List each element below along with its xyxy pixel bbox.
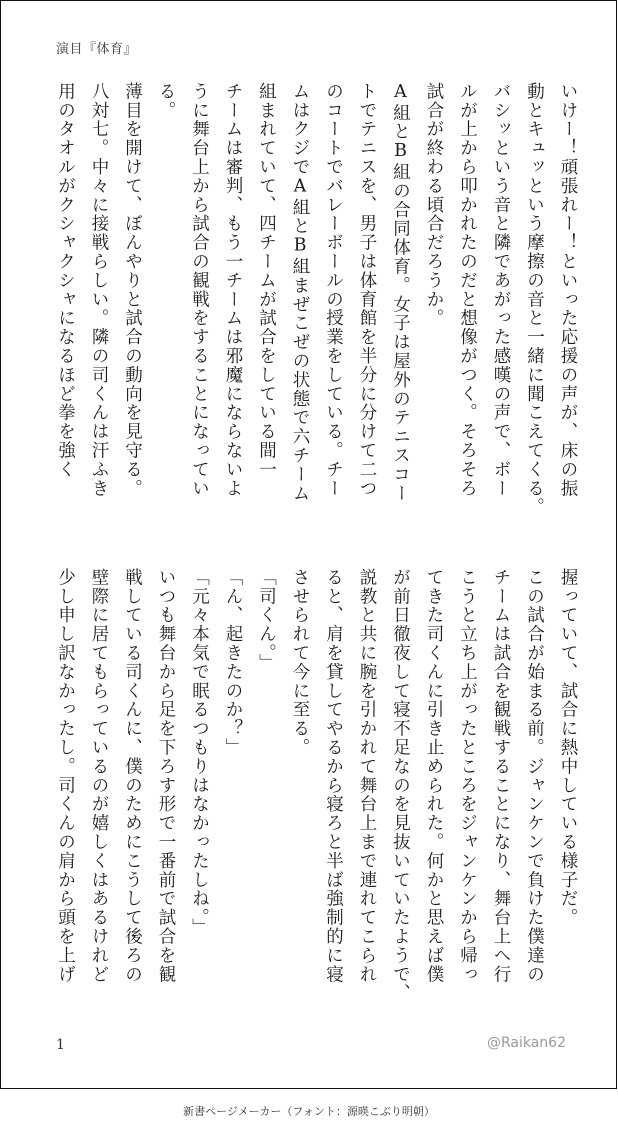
text-line: のコートでバレーボールの授業をしている。チー [323,82,344,498]
text-line: ムはクジでA組とB組まぜこぜの状態で六チーム [290,82,310,503]
page-number: 1 [56,1037,65,1053]
text-line: トでテニスを、男子は体育館を半分に分けて二つ [357,82,377,498]
text-line: バシッという音と隣であがった感嘆の声で、ボー [491,82,511,498]
text-line: ると、肩を貸してやるから寝ろと半ば強制的に寝 [323,568,344,984]
text-line: A組とB組の合同体育。女子は屋外のテニスコー [390,82,411,503]
text-line: 「ん、起きたのか？」 [223,568,243,757]
text-block-top [48,82,584,527]
text-line: 説教と共に腕を引かれて舞台上まで連れてこられ [357,568,377,984]
text-line: いけー！頑張れー！といった応援の声が、床の振 [558,82,578,498]
generator-footer: 新書ページメーカー（フォント：源暎こぶり明朝） [183,1105,435,1118]
text-block-bottom [48,568,584,1013]
text-line: チームは審判、もう一チームは邪魔にならないよ [223,82,243,498]
text-line: 動とキュッという摩擦の音と一緒に聞こえてくる。 [524,82,545,517]
text-line: チームは試合を観戦することになり、舞台上へ行 [491,568,511,984]
text-line: させられて今に至る。 [290,568,310,757]
page-title: 演目『体育』 [56,42,138,57]
author-credit: @Raikan62 [486,1035,566,1051]
text-line: ルが上から叩かれたのだと想像がつく。そろそろ [457,82,478,498]
text-line: 組まれていて、四チームが試合をしている間一 [256,82,277,479]
text-line: る。 [156,82,176,120]
text-line: 握っていて、試合に熱中している様子だ。 [558,568,578,928]
text-line: 「元々本気で眠るつもりはなかったしね。」 [189,568,210,938]
text-line: 少し申し訳なかったし。司くんの肩から頭を上げ [55,568,76,984]
text-line: 「司くん。」 [256,568,277,673]
text-line: こうと立ち上がったところをジャンケンから帰っ [457,568,478,984]
text-line: 壁際に居てもらっているのが嬉しくはあるけれど [89,568,109,984]
text-line: 八対七。中々に接戦らしい。隣の司くんは汗ふき [89,82,109,498]
text-line: 試合が終わる頃合だろうか。 [424,82,444,328]
text-line: が前日徹夜して寝不足なのを見抜いていたようで、 [390,568,411,1003]
text-line: いつも舞台から足を下ろす形で一番前で試合を観 [156,568,176,984]
text-line: 薄目を開けて、ぼんやりと試合の動向を見守る。 [122,82,143,498]
text-line: 用のタオルがクシャクシャになるほど拳を強く [55,82,76,479]
text-line: 戦している司くんに、僕のためにこうして後ろの [122,568,143,984]
text-line: この試合が始まる前。ジャンケンで負けた僕達の [524,568,545,984]
text-line: てきた司くんに引き止められた。何かと思えば僕 [424,568,444,984]
text-line: うに舞台上から試合の観戦をすることになってい [189,82,210,498]
